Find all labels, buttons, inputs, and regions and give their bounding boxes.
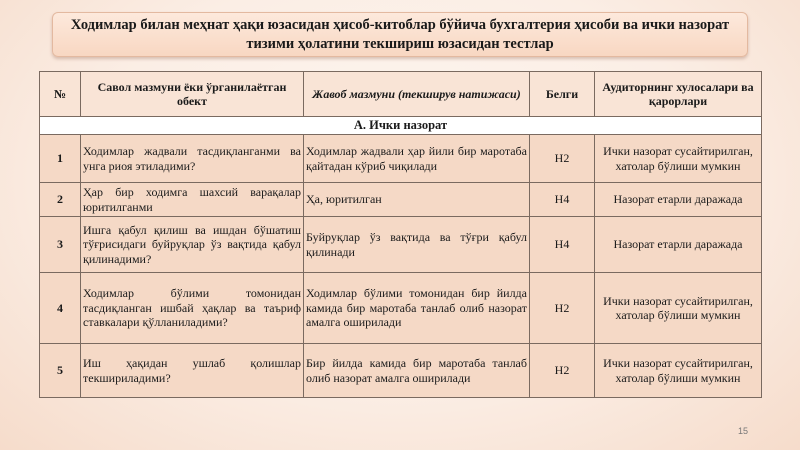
row-mark: Н2 xyxy=(530,273,595,344)
row-number: 4 xyxy=(40,273,81,344)
row-mark: Н4 xyxy=(530,217,595,273)
row-mark: Н2 xyxy=(530,344,595,398)
table-row xyxy=(40,183,762,217)
row-conclusion: Ички назорат сусайтирилган, хатолар бўлиши мумкин xyxy=(595,135,762,183)
header-question: Савол мазмуни ёки ўрганилаётган обект xyxy=(81,72,304,117)
row-number: 2 xyxy=(40,183,81,217)
row-question: Ходимлар жадвали тасдиқланганми ва унга риоя этиладими? xyxy=(81,135,304,183)
row-number: 5 xyxy=(40,344,81,398)
row-question: Ишга қабул қилиш ва ишдан бўшатиш тўғрисидаги буйруқлар ўз вақтида қабул қилинадими? xyxy=(81,217,304,273)
section-title: А. Ички назорат xyxy=(40,117,762,135)
header-conclusion: Аудиторнинг хулосалари ва қарорлари xyxy=(595,72,762,117)
row-answer: Ходимлар жадвали ҳар йили бир маротаба қайтадан кўриб чиқилади xyxy=(304,135,530,183)
header-answer: Жавоб мазмуни (текширув натижаси) xyxy=(304,72,530,117)
row-question: Ҳар бир ходимга шахсий варақалар юритилганми xyxy=(81,183,304,217)
row-answer: Бир йилда камида бир маротаба танлаб олиб назорат амалга оширилади xyxy=(304,344,530,398)
table-row xyxy=(40,217,762,273)
row-number: 1 xyxy=(40,135,81,183)
header-row xyxy=(40,72,762,117)
row-conclusion: Ички назорат сусайтирилган, хатолар бўлиши мумкин xyxy=(595,273,762,344)
slide-title: Ходимлар билан меҳнат ҳақи юзасидан ҳисоб-китоблар бўйича бухгалтерия ҳисоби ва ички назорат тизими ҳолатини текшириш юзасидан тестлар xyxy=(52,12,748,57)
row-conclusion: Назорат етарли даражада xyxy=(595,217,762,273)
header-mark: Белги xyxy=(530,72,595,117)
row-answer: Буйруқлар ўз вақтида ва тўғри қабул қилинади xyxy=(304,217,530,273)
row-question: Ходимлар бўлими томонидан тасдиқланган ишбай ҳақлар ва таъриф ставкалари қўлланиладими? xyxy=(81,273,304,344)
row-question: Иш ҳақидан ушлаб қолишлар текшириладими? xyxy=(81,344,304,398)
section-row xyxy=(40,117,762,135)
row-mark: Н2 xyxy=(530,135,595,183)
row-mark: Н4 xyxy=(530,183,595,217)
page-number: 15 xyxy=(737,426,748,436)
row-conclusion: Ички назорат сусайтирилган, хатолар бўлиши мумкин xyxy=(595,344,762,398)
table-row xyxy=(40,344,762,398)
row-conclusion: Назорат етарли даражада xyxy=(595,183,762,217)
audit-test-table xyxy=(39,71,762,398)
table-row xyxy=(40,135,762,183)
row-answer: Ҳа, юритилган xyxy=(304,183,530,217)
row-number: 3 xyxy=(40,217,81,273)
header-number: № xyxy=(40,72,81,117)
row-answer: Ходимлар бўлими томонидан бир йилда камида бир маротаба танлаб олиб назорат амалга оширилади xyxy=(304,273,530,344)
table-row xyxy=(40,273,762,344)
